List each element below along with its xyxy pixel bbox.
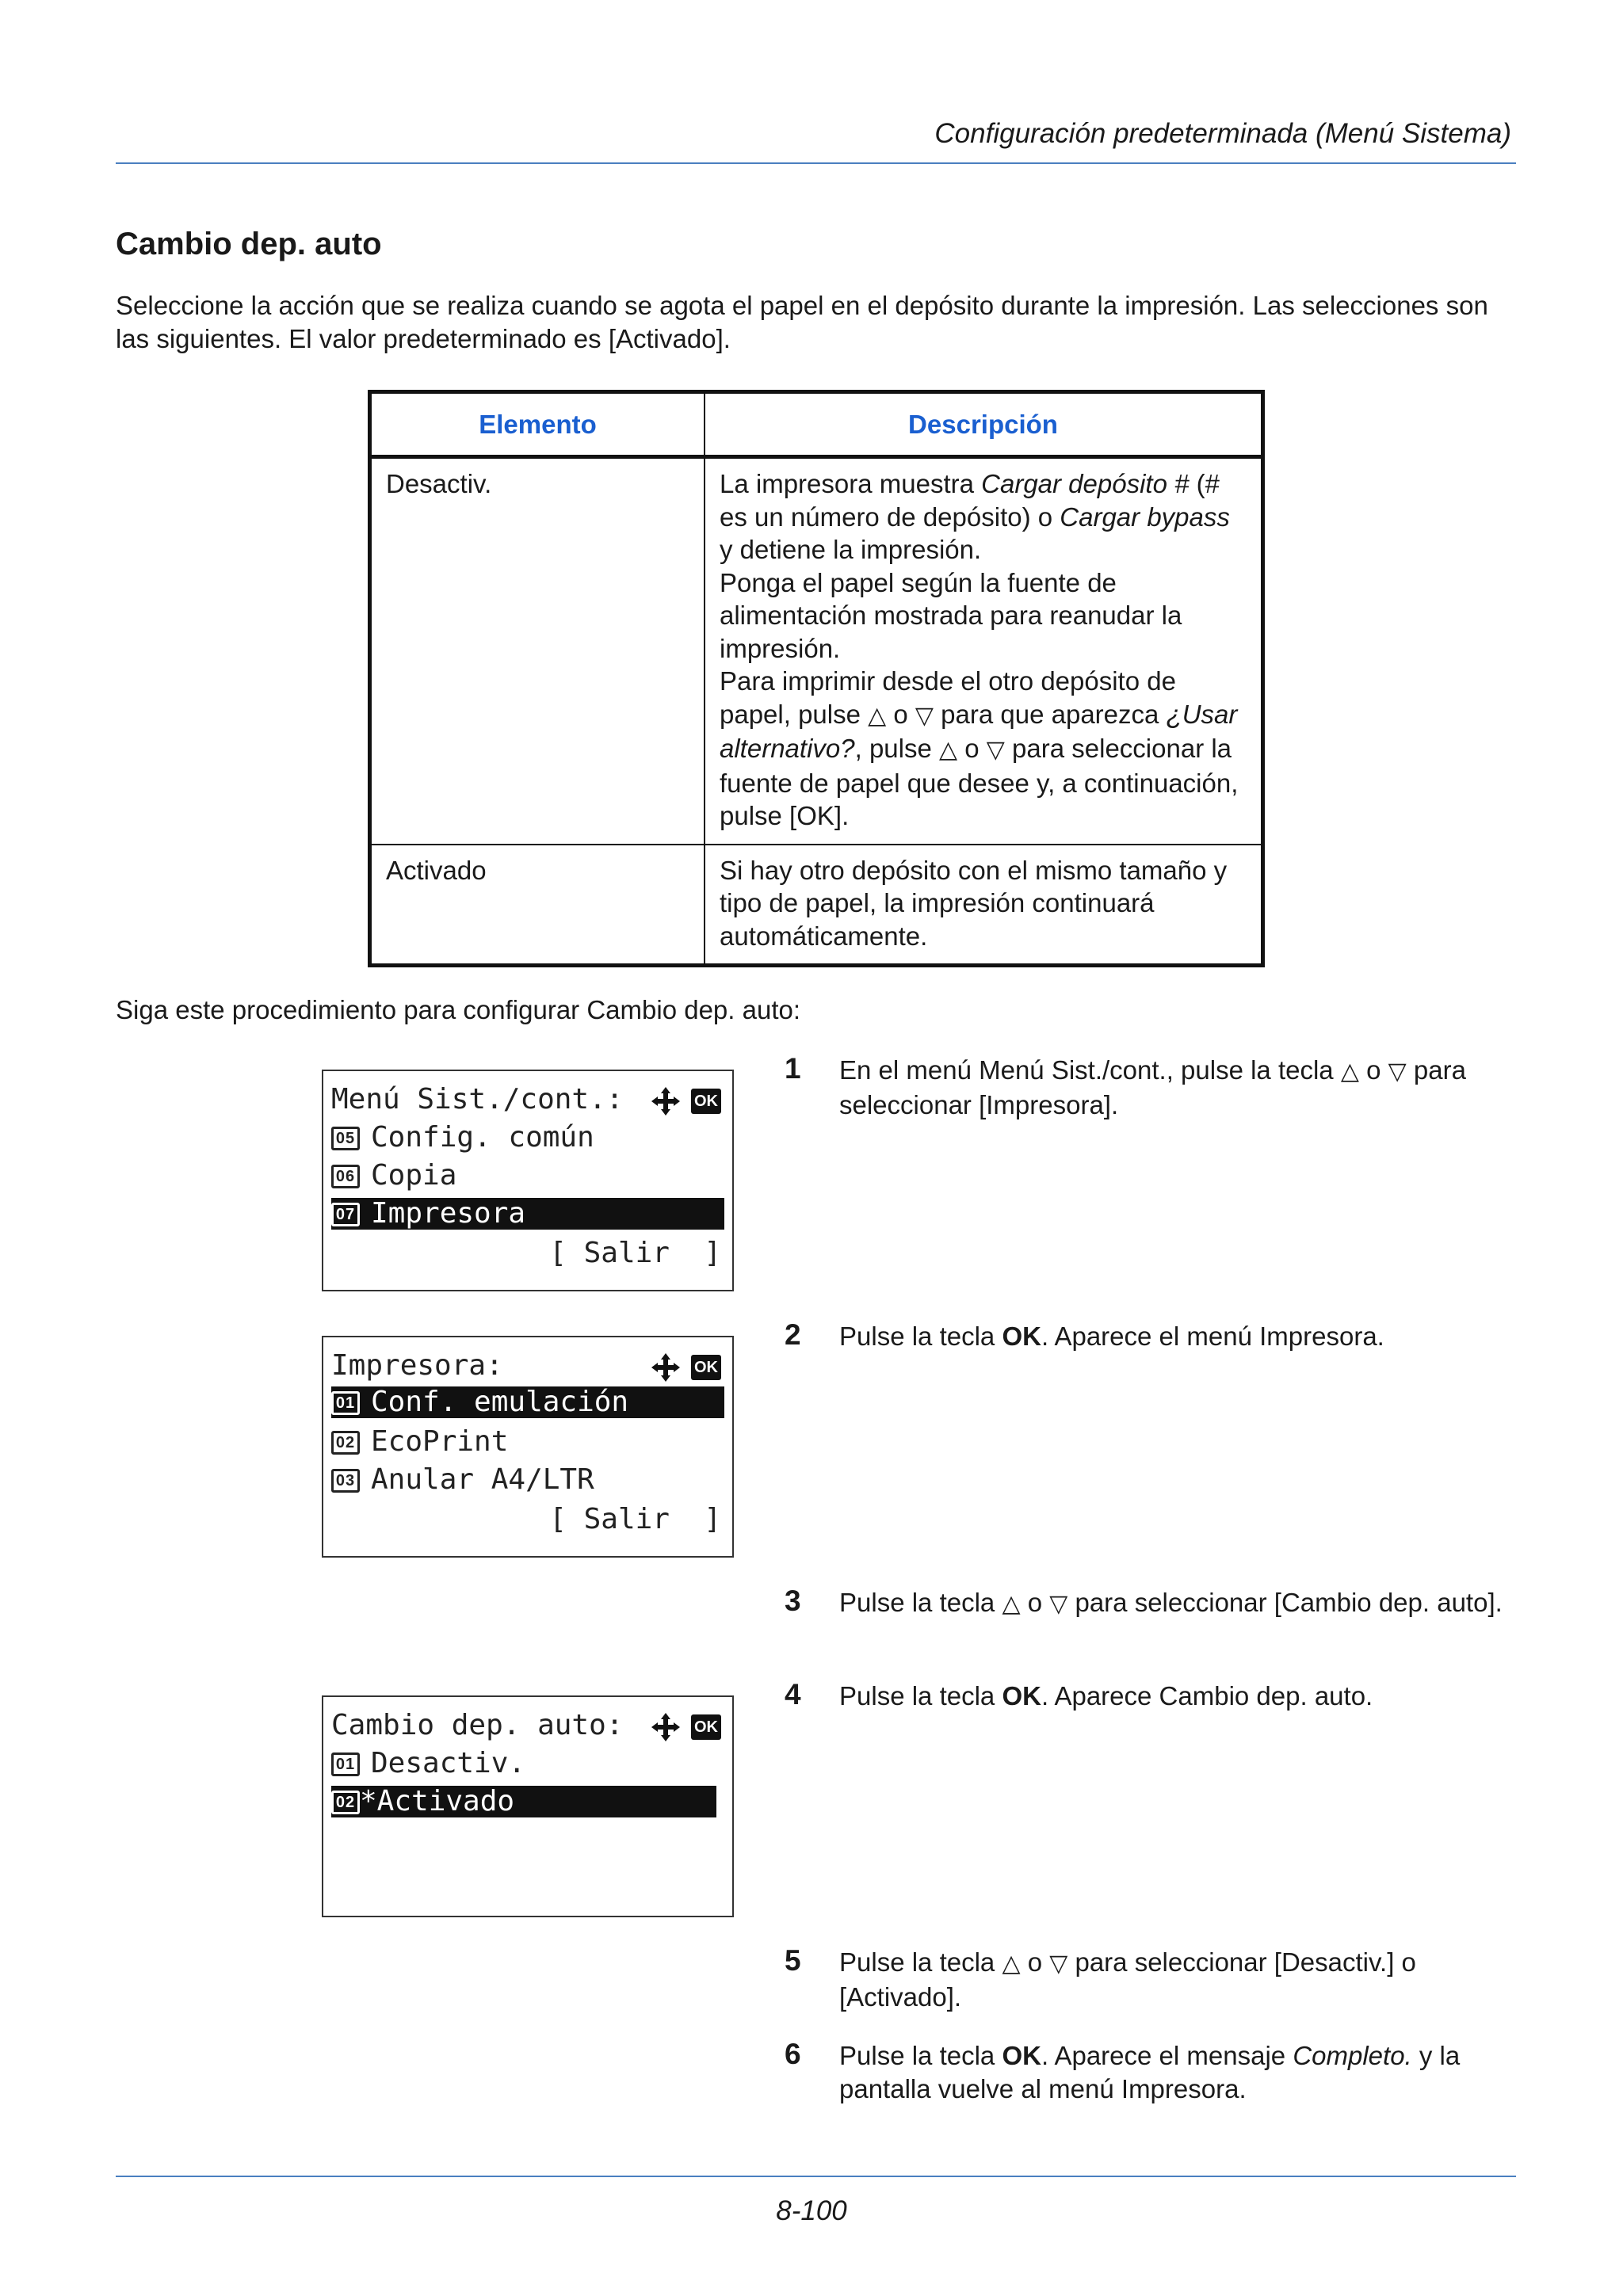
- lcd-softkey-exit: [ Salir ]: [549, 1237, 721, 1269]
- step-text: Pulse la tecla △ o ▽ para seleccionar [Cambio dep. auto].: [839, 1588, 1503, 1618]
- lcd-icons: [650, 1085, 721, 1117]
- intro-paragraph: Seleccione la acción que se realiza cuando se agota el papel en el depósito durante la impresión. Las selecciones son las siguientes. El valor predeterminado es [Activado].: [116, 291, 1488, 353]
- step-text: Pulse la tecla OK. Aparece el mensaje Completo. y la pantalla vuelve al menú Impresora.: [839, 2041, 1461, 2103]
- step-number: 5: [785, 1944, 801, 1977]
- lcd-icons: [650, 1352, 721, 1383]
- running-header: Configuración predeterminada (Menú Sistema): [934, 118, 1511, 149]
- table-cell-item: Activado: [370, 845, 705, 966]
- ok-key-icon: OK: [691, 1089, 721, 1114]
- down-arrow-icon: ▽: [1049, 1950, 1068, 1978]
- four-way-arrow-icon: [650, 1352, 682, 1383]
- up-arrow-icon: △: [939, 736, 958, 764]
- step-number: 4: [785, 1678, 801, 1711]
- step-number: 2: [785, 1318, 801, 1351]
- options-table: [368, 390, 1265, 967]
- lcd-menu-item: 02 EcoPrint: [331, 1426, 724, 1458]
- table-row: [370, 845, 1263, 966]
- step-number: 3: [785, 1585, 801, 1617]
- four-way-arrow-icon: [650, 1711, 682, 1743]
- down-arrow-icon: ▽: [1049, 1590, 1068, 1618]
- lcd-menu-item: 03 Anular A4/LTR: [331, 1464, 724, 1496]
- down-arrow-icon: ▽: [1388, 1058, 1407, 1085]
- column-header-description: Descripción: [705, 392, 1263, 457]
- header-rule: [116, 162, 1516, 164]
- table-cell-description: Si hay otro depósito con el mismo tamaño y tipo de papel, la impresión continuará automáticamente.: [705, 845, 1263, 966]
- lcd-menu-item: 01 Desactiv.: [331, 1748, 724, 1779]
- lcd-title: Menú Sist./cont.:: [331, 1083, 624, 1116]
- lcd-screen-system-menu: [322, 1070, 734, 1291]
- ok-key-icon: OK: [691, 1355, 721, 1380]
- lcd-icons: [650, 1711, 721, 1743]
- up-arrow-icon: △: [868, 701, 887, 730]
- table-cell-description: La impresora muestra Cargar depósito # (# es un número de depósito) o Cargar bypass y detiene la impresión. Ponga el papel según la fuente de alimentación mostrada para reanudar la impresión. Para imprimir desde el otro depósito de papel, pulse △ o ▽ para que aparezca ¿Usar alternativo?, pulse △ o ▽ para seleccionar la fuente de papel que desee y, a continuación, pulse [OK].: [705, 457, 1263, 845]
- table-header-row: [370, 392, 1263, 457]
- step-number: 6: [785, 2038, 801, 2070]
- table-row: [370, 457, 1263, 845]
- lcd-menu-item: 06 Copia: [331, 1160, 724, 1192]
- lcd-title: Impresora:: [331, 1349, 503, 1382]
- lcd-menu-item: 05 Config. común: [331, 1122, 724, 1154]
- ok-key-icon: OK: [691, 1714, 721, 1740]
- page-number: 8-100: [776, 2195, 847, 2226]
- lcd-screen-auto-tray-change: [322, 1695, 734, 1917]
- lcd-screen-printer-menu: [322, 1336, 734, 1558]
- table-cell-item: Desactiv.: [370, 457, 705, 845]
- up-arrow-icon: △: [1002, 1950, 1021, 1978]
- four-way-arrow-icon: [650, 1085, 682, 1117]
- up-arrow-icon: △: [1002, 1590, 1021, 1618]
- down-arrow-icon: ▽: [986, 736, 1005, 764]
- lcd-menu-item-selected: 01 Conf. emulación: [331, 1386, 724, 1418]
- up-arrow-icon: △: [1340, 1058, 1359, 1085]
- procedure-intro: Siga este procedimiento para configurar Cambio dep. auto:: [116, 995, 801, 1024]
- lcd-title: Cambio dep. auto:: [331, 1709, 624, 1741]
- step-number: 1: [785, 1052, 801, 1085]
- section-title: Cambio dep. auto: [116, 227, 382, 261]
- lcd-softkey-exit: [ Salir ]: [549, 1503, 721, 1535]
- lcd-menu-item-selected: 02 *Activado: [331, 1786, 716, 1817]
- column-header-item: Elemento: [370, 392, 705, 457]
- step-text: Pulse la tecla △ o ▽ para seleccionar [Desactiv.] o [Activado].: [839, 1947, 1416, 2012]
- step-text: Pulse la tecla OK. Aparece el menú Impresora.: [839, 1322, 1384, 1351]
- footer-rule: [116, 2176, 1516, 2177]
- step-text: Pulse la tecla OK. Aparece Cambio dep. auto.: [839, 1681, 1373, 1711]
- lcd-menu-item-selected: 07 Impresora: [331, 1198, 724, 1230]
- down-arrow-icon: ▽: [915, 701, 934, 730]
- step-text: En el menú Menú Sist./cont., pulse la tecla △ o ▽ para seleccionar [Impresora].: [839, 1055, 1466, 1119]
